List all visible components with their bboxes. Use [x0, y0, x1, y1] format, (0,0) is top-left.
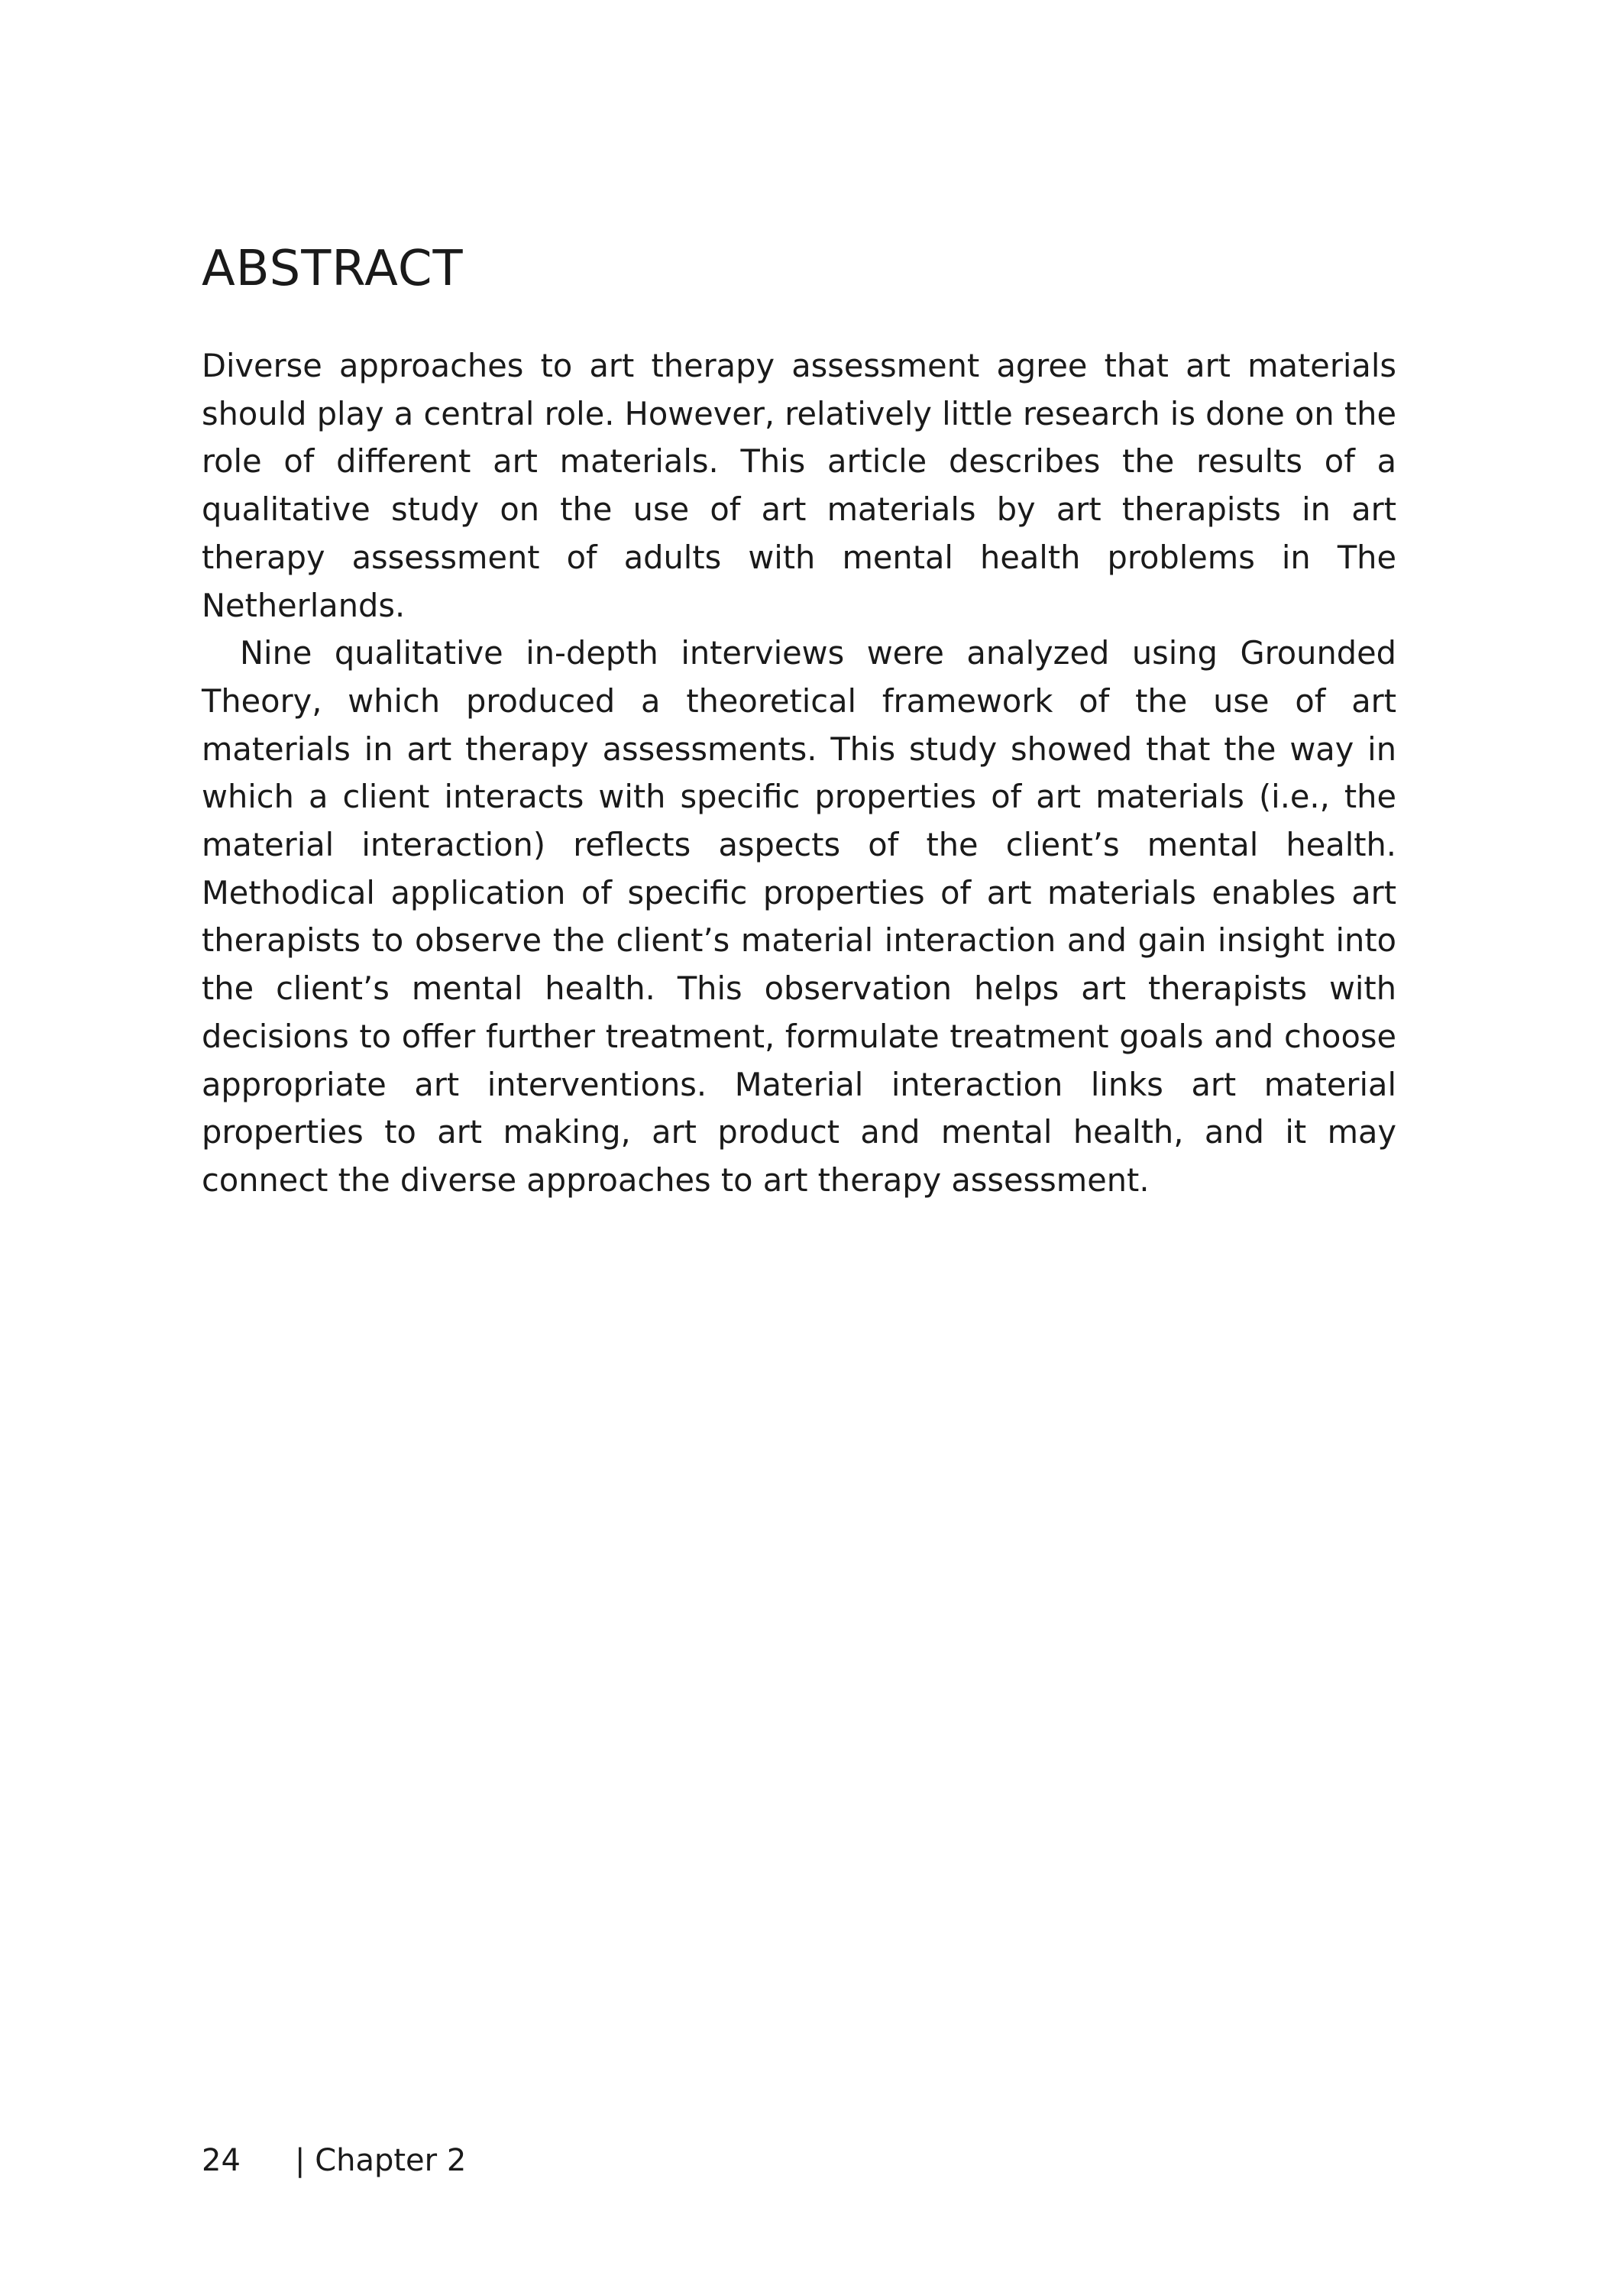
chapter-label: | Chapter 2 — [295, 2143, 467, 2178]
abstract-paragraph-2: Nine qualitative in-depth interviews were analyzed using Grounded Theory, which produced a theoretical framework of the use of art materials in art therapy assessments. This study showed that the way in which a client interacts with specific properties of art materials (i.e., the material interaction) reflects aspects of the client’s mental health. Methodical application of specific properties of art materials enables art therapists to observe the client’s material interaction and gain insight into the client’s mental health. This observation helps art therapists with decisions to offer further treatment, formulate treatment goals and choose appropriate art interventions. Material interaction links art material properties to art making, art product and mental health, and it may connect the diverse approaches to art therapy assessment. — [202, 634, 1396, 1199]
page-number: 24 — [202, 2143, 241, 2178]
abstract-paragraph-1: Diverse approaches to art therapy assessment agree that art materials should play a central role. However, relatively little research is done on the role of different art materials. This article describes the results of a qualitative study on the use of art materials by art therapists in art therapy assessment of adults with mental health problems in The Netherlands. — [202, 347, 1396, 624]
abstract-body — [202, 342, 1396, 1205]
abstract-heading: ABSTRACT — [202, 241, 464, 297]
